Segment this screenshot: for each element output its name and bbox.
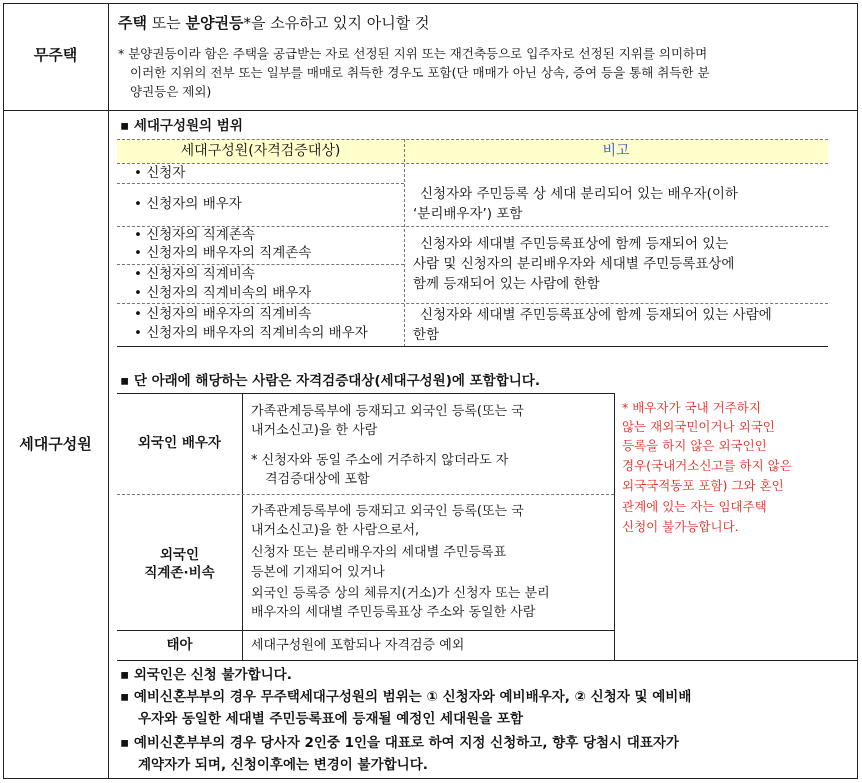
housing-note-line-3: 양권등은 제외) bbox=[130, 84, 212, 99]
housing-note-line-2: 이러한 지위의 전부 또는 일부를 매매로 취득한 경우도 포함(단 매매가 아닌 상속, 증여 등을 통해 취득한 분 bbox=[130, 65, 710, 80]
member-lineal-descendant-spouse: • 신청자의 직계비속의 배우자 bbox=[134, 285, 312, 301]
member-lineal-ascendant: • 신청자의 직계존속 bbox=[134, 227, 255, 243]
remark-column-header: 비고 bbox=[602, 143, 630, 159]
remark-spouse-line-1: 신청자와 주민등록 상 세대 분리되어 있는 배우자(이하 bbox=[420, 186, 738, 202]
member-column-header: 세대구성원(자격검증대상) bbox=[180, 143, 341, 159]
footer-line-2: ▪ 예비신혼부부의 경우 무주택세대구성원의 범위는 ① 신청자와 예비배우자, ② 신청자 및 예비배 bbox=[120, 689, 692, 705]
member-lineal-descendant: • 신청자의 직계비속 bbox=[134, 266, 255, 282]
footer-line-5: 계약자가 되며, 신청이후에는 변경이 불가합니다. bbox=[138, 757, 428, 773]
remark-lineal-line-3: 함께 등재되어 있는 사람에 한함 bbox=[413, 276, 600, 292]
red-note-line-1: * 배우자가 국내 거주하지 bbox=[622, 400, 761, 415]
member-spouse-lineal-descendant: • 신청자의 배우자의 직계비속 bbox=[134, 306, 312, 322]
foreign-spouse-note-1: * 신청자와 동일 주소에 거주하지 않더라도 자 bbox=[251, 453, 509, 468]
housing-label: 무주택 bbox=[33, 46, 78, 64]
foreign-lineal-line-1: 가족관계등록부에 등재되고 외국인 등록(또는 국 bbox=[251, 504, 524, 519]
foreign-spouse-label: 외국인 배우자 bbox=[138, 435, 221, 451]
remark-lineal-line-2: 사람 및 신청자의 분리배우자와 세대별 주민등록표상에 bbox=[413, 256, 735, 272]
member-spouse-lineal-ascendant: • 신청자의 배우자의 직계존속 bbox=[134, 245, 312, 261]
housing-note-line-1: * 분양권등이라 함은 주택을 공급받는 자로 선정된 지위 또는 재건축등으로 입주자로 선정된 지위를 의미하며 bbox=[118, 46, 708, 61]
foreign-lineal-line-4: 등본에 기재되어 있거나 bbox=[251, 565, 385, 580]
member-spouse: • 신청자의 배우자 bbox=[134, 196, 242, 212]
foreign-spouse-note-2: 격검증대상에 포함 bbox=[265, 472, 370, 487]
foreign-spouse-line-2: 내거소신고)을 한 사람 bbox=[251, 423, 378, 438]
red-note-line-2: 않는 재외국민이거나 외국인 bbox=[622, 419, 775, 434]
red-note-line-6: 관계에 있는 자는 임대주택 bbox=[622, 499, 767, 514]
remark-spouse-line-2: ‘분리배우자’) 포함 bbox=[413, 206, 523, 222]
fetus-label: 태아 bbox=[166, 637, 193, 653]
remark-spouse-descendant-line-2: 한함 bbox=[413, 327, 440, 343]
foreign-lineal-label-2: 직계존·비속 bbox=[144, 565, 215, 581]
foreign-spouse-line-1: 가족관계등록부에 등재되고 외국인 등록(또는 국 bbox=[251, 404, 524, 419]
include-heading: ▪ 단 아래에 해당하는 사람은 자격검증대상(세대구성원)에 포함합니다. bbox=[120, 373, 540, 389]
footer-line-1: ▪ 외국인은 신청 불가합니다. bbox=[120, 667, 292, 683]
label-column-divider bbox=[108, 3, 109, 779]
red-note-line-3: 등록을 하지 않은 외국인인 bbox=[622, 438, 767, 453]
red-note-line-5: 외국국적동포 포함) 그와 혼인 bbox=[622, 478, 784, 493]
foreign-lineal-label-1: 외국인 bbox=[159, 547, 200, 563]
member-spouse-lineal-descendant-spouse: • 신청자의 배우자의 직계비속의 배우자 bbox=[134, 325, 368, 341]
foreign-lineal-line-2: 내거소신고)을 한 사람으로서, bbox=[251, 523, 420, 538]
housing-title: 주택 또는 분양권등*을 소유하고 있지 아니할 것 bbox=[118, 14, 430, 32]
foreign-lineal-line-6: 배우자의 세대별 주민등록표상 주소와 동일한 사람 bbox=[251, 605, 536, 620]
red-note-line-7: 신청이 불가능합니다. bbox=[622, 519, 739, 534]
section-divider bbox=[3, 110, 858, 111]
remark-spouse-descendant-line-1: 신청자와 세대별 주민등록표상에 함께 등재되어 있는 사람에 bbox=[420, 307, 772, 323]
foreign-lineal-line-5: 외국인 등록증 상의 체류지(거소)가 신청자 또는 분리 bbox=[251, 586, 550, 601]
foreign-lineal-line-3: 신청자 또는 분리배우자의 세대별 주민등록표 bbox=[251, 545, 507, 560]
footer-line-4: ▪ 예비신혼부부의 경우 당사자 2인중 1인을 대표로 하여 지정 신청하고, 향후 당첨시 대표자가 bbox=[120, 735, 679, 751]
remark-lineal-line-1: 신청자와 세대별 주민등록표상에 함께 등재되어 있는 bbox=[420, 236, 729, 252]
household-label: 세대구성원 bbox=[19, 435, 92, 453]
scope-heading: ▪ 세대구성원의 범위 bbox=[120, 118, 243, 134]
member-applicant: • 신청자 bbox=[134, 165, 186, 181]
red-note-line-4: 경우(국내거소신고를 하지 않은 bbox=[622, 458, 792, 473]
fetus-text: 세대구성원에 포함되나 자격검증 예외 bbox=[251, 638, 465, 653]
footer-line-3: 우자와 동일한 세대별 주민등록표에 등재될 예정인 세대원을 포함 bbox=[138, 711, 524, 727]
